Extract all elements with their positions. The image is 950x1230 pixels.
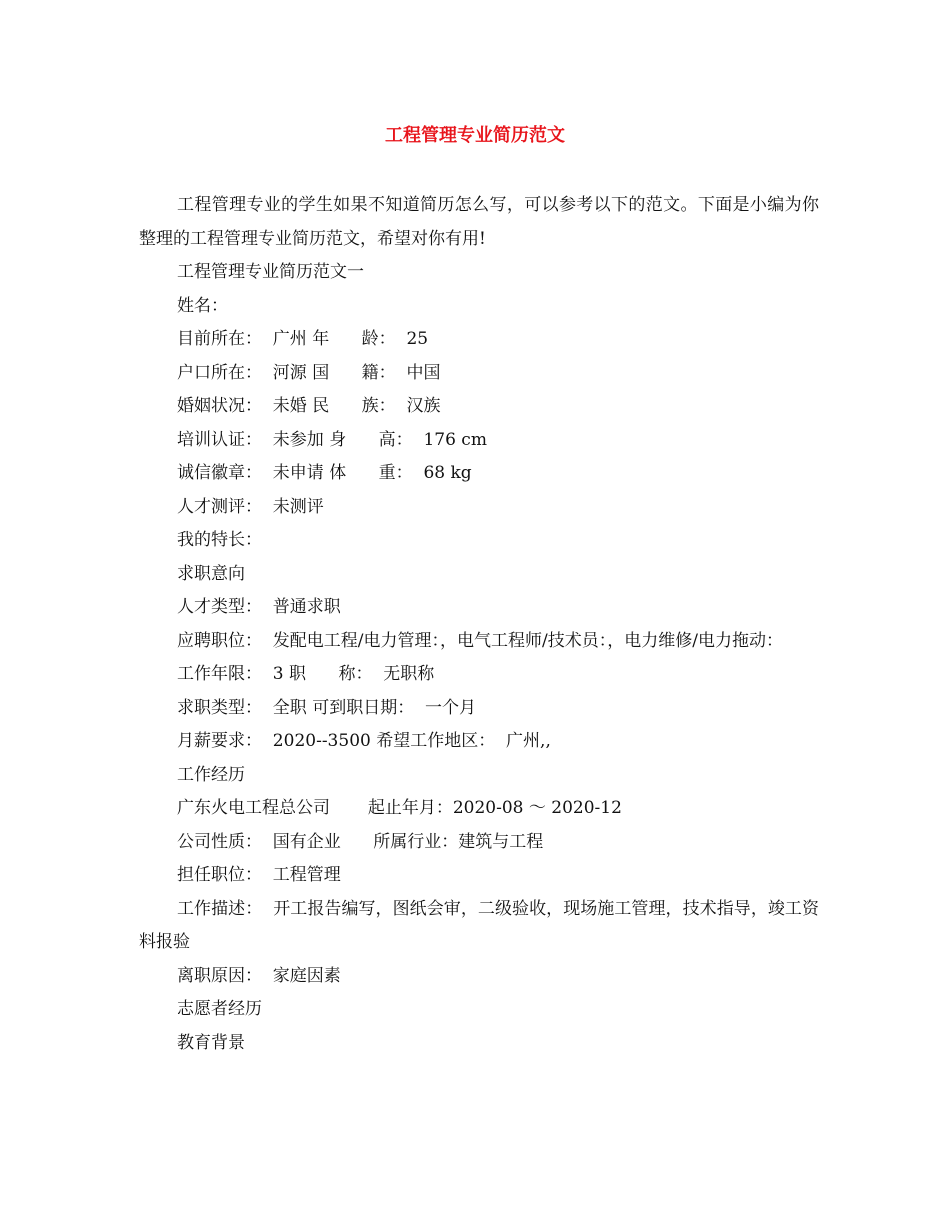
- intro-paragraph: 工程管理专业的学生如果不知道简历怎么写，可以参考以下的范文。下面是小编为你整理的工程管理专业简历范文，希望对你有用!: [139, 195, 819, 249]
- field-talent-assessment: 人才测评： 未测评: [177, 496, 324, 517]
- field-job-type-start: 求职类型： 全职 可到职日期： 一个月: [177, 697, 477, 718]
- field-marital-ethnicity: 婚姻状况： 未婚 民 族： 汉族: [177, 396, 441, 416]
- field-badge-weight: 诚信徽章： 未申请 体 重： 68 kg: [177, 463, 472, 483]
- document-body: [139, 189, 819, 1060]
- field-specialties: 我的特长：: [177, 530, 262, 550]
- field-applied-positions: 应聘职位： 发配电工程/电力管理：，电气工程师/技术员：，电力维修/电力拖动：: [177, 630, 783, 651]
- field-salary-area: 月薪要求： 2020--3500 希望工作地区： 广州,,: [177, 731, 551, 751]
- field-location-age: 目前所在： 广州 年 龄： 25: [177, 329, 429, 349]
- section-heading-education: 教育背景: [177, 1032, 245, 1053]
- field-talent-type: 人才类型： 普通求职: [177, 597, 341, 617]
- field-position-held: 担任职位： 工程管理: [177, 865, 341, 885]
- field-training-height: 培训认证： 未参加 身 高： 176 cm: [177, 429, 487, 450]
- field-leaving-reason: 离职原因： 家庭因素: [177, 965, 341, 986]
- field-name: 姓名：: [177, 295, 228, 316]
- field-company-nature-industry: 公司性质： 国有企业 所属行业：建筑与工程: [177, 831, 544, 852]
- field-company-period: 广东火电工程总公司 起止年月：2020-08 ～ 2020-12: [177, 798, 622, 818]
- field-years-title: 工作年限： 3 职 称： 无职称: [177, 664, 435, 684]
- section-heading-sample-one: 工程管理专业简历范文一: [177, 262, 364, 282]
- section-heading-volunteer: 志愿者经历: [177, 999, 262, 1019]
- document-title: 工程管理专业简历范文: [385, 125, 565, 146]
- field-hukou-nationality: 户口所在： 河源 国 籍： 中国: [177, 362, 441, 383]
- field-job-description: 工作描述： 开工报告编写，图纸会审，二级验收，现场施工管理，技术指导，竣工资料报验: [139, 898, 819, 952]
- section-heading-work-experience: 工作经历: [177, 764, 245, 785]
- section-heading-job-intention: 求职意向: [177, 563, 245, 584]
